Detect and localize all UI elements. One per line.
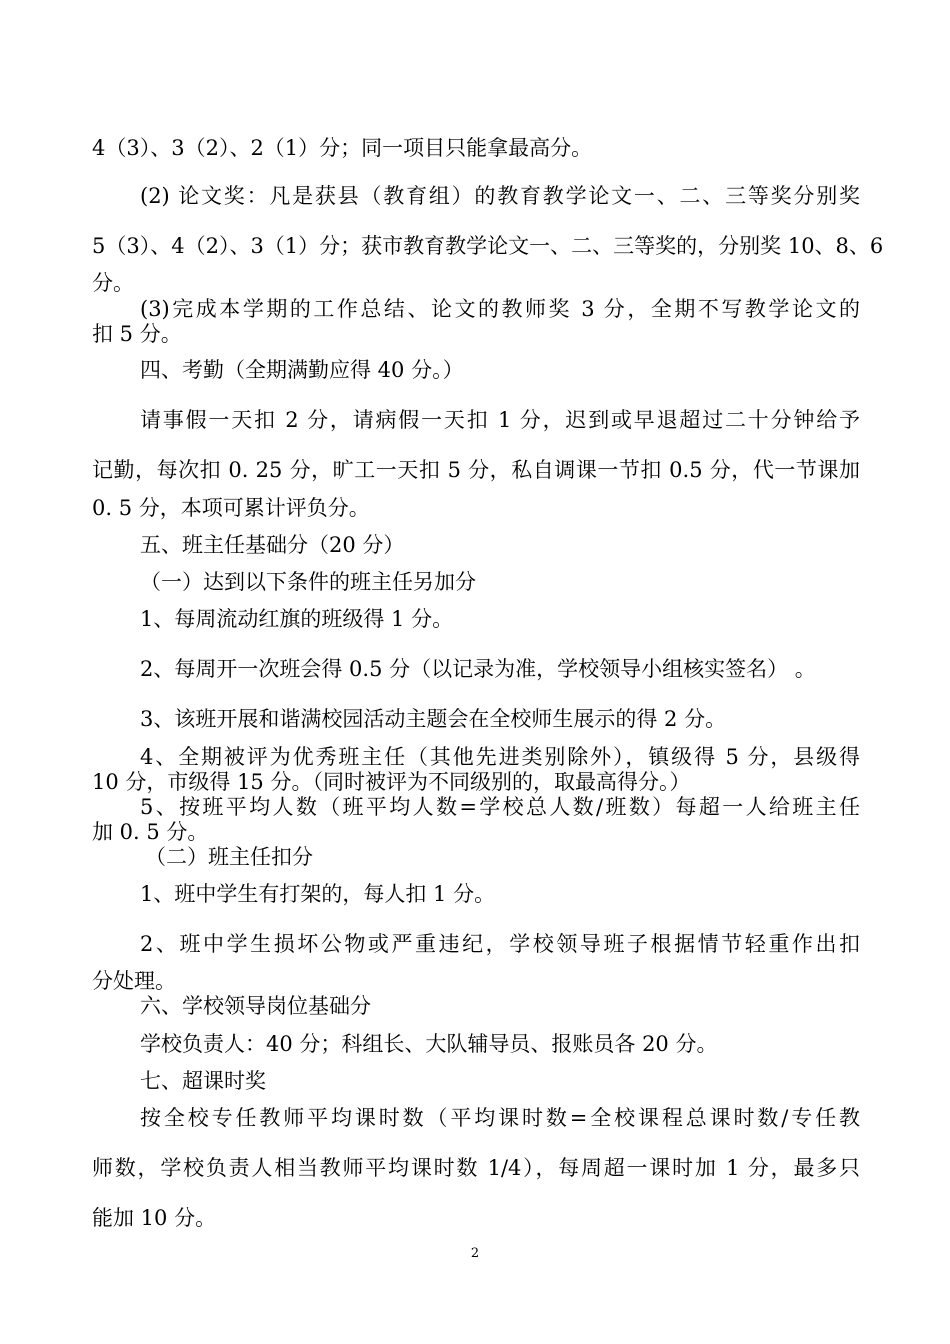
text-line: 4（3）、3（2）、2（1）分；同一项目只能拿最高分。 xyxy=(92,136,593,160)
section-heading: 五、班主任基础分（20 分） xyxy=(140,533,405,557)
text-line: 能加 10 分。 xyxy=(92,1206,217,1230)
text-line: 0. 5 分，本项可累计评负分。 xyxy=(92,496,370,520)
text-line: 2、班中学生损坏公物或严重违纪，学校领导班子根据情节轻重作出扣 xyxy=(140,932,860,956)
section-heading: 四、考勤（全期满勤应得 40 分。） xyxy=(140,358,464,382)
text-line: 4、全期被评为优秀班主任（其他先进类别除外），镇级得 5 分，县级得 xyxy=(140,745,860,769)
subsection-heading: （一）达到以下条件的班主任另加分 xyxy=(140,570,476,594)
text-line: 分处理。 xyxy=(92,969,176,993)
text-line: (2) 论文奖：凡是获县（教育组）的教育教学论文一、二、三等奖分别奖 xyxy=(140,184,860,208)
text-line: 1、班中学生有打架的，每人扣 1 分。 xyxy=(140,882,496,906)
text-line: 5（3）、4（2）、3（1）分；获市教育教学论文一、二、三等奖的，分别奖 10、8、6 xyxy=(92,234,884,258)
text-line: 学校负责人：40 分；科组长、大队辅导员、报账员各 20 分。 xyxy=(140,1032,718,1056)
text-line: 请事假一天扣 2 分，请病假一天扣 1 分，迟到或早退超过二十分钟给予 xyxy=(140,408,860,432)
text-line: 按全校专任教师平均课时数（平均课时数=全校课程总课时数/专任教 xyxy=(140,1106,860,1130)
text-line: 分。 xyxy=(92,271,134,295)
text-line: 扣 5 分。 xyxy=(92,322,182,346)
text-line: 加 0. 5 分。 xyxy=(92,820,209,844)
section-heading: 七、超课时奖 xyxy=(140,1069,266,1093)
text-line: (3)完成本学期的工作总结、论文的教师奖 3 分，全期不写教学论文的 xyxy=(140,297,860,321)
text-line: 师数，学校负责人相当教师平均课时数 1/4），每周超一课时加 1 分，最多只 xyxy=(92,1156,860,1180)
text-line: 记勤，每次扣 0. 25 分，旷工一天扣 5 分，私自调课一节扣 0.5 分，代一节课加 xyxy=(92,458,860,482)
text-line: 10 分，市级得 15 分。（同时被评为不同级别的，取最高得分。） xyxy=(92,770,691,794)
page-number: 2 xyxy=(470,1246,480,1261)
text-line: 1、每周流动红旗的班级得 1 分。 xyxy=(140,607,454,631)
text-line: 2、每周开一次班会得 0.5 分（以记录为准，学校领导小组核实签名） 。 xyxy=(140,657,816,681)
subsection-heading: （二）班主任扣分 xyxy=(145,845,313,869)
section-heading: 六、学校领导岗位基础分 xyxy=(140,994,371,1018)
text-line: 3、该班开展和谐满校园活动主题会在全校师生展示的得 2 分。 xyxy=(140,707,727,731)
text-line: 5、按班平均人数（班平均人数=学校总人数/班数）每超一人给班主任 xyxy=(140,795,860,819)
